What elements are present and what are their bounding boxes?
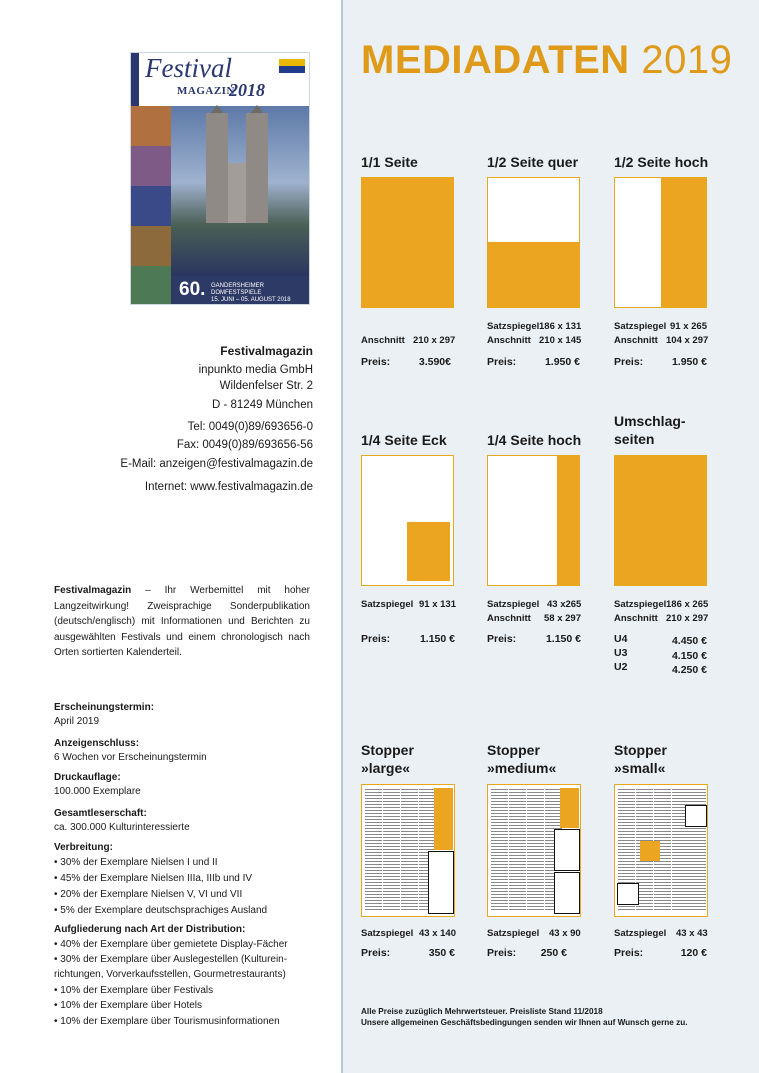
spec-key: Satzspiegel — [487, 928, 540, 939]
panel-divider — [341, 0, 343, 1073]
ad-area-fill — [557, 456, 579, 585]
cover-festival-line: DOMFESTSPIELE — [211, 290, 262, 297]
ad-half-hoch-price-label: Preis: — [614, 356, 644, 368]
spec-value: 210 x 297 — [413, 335, 456, 346]
ad-full-spec — [361, 334, 455, 348]
stopper-large-spec — [361, 927, 456, 941]
flag-icon — [279, 59, 305, 73]
ad-half-quer-preview — [487, 177, 580, 308]
label-line: »large« — [361, 760, 411, 777]
fact-heading: Gesamtleserschaft: — [54, 808, 147, 819]
ad-quarter-hoch-label: 1/4 Seite hoch — [487, 432, 582, 448]
fact-line: 100.000 Exemplare — [54, 786, 141, 797]
ad-full-price: 3.590€ — [418, 356, 451, 368]
spec-value: 58 x 297 — [544, 613, 581, 625]
cover-anniversary-number: 60. — [179, 279, 206, 300]
cover-spine — [131, 53, 139, 106]
publisher-name: inpunkto media GmbH — [198, 364, 313, 376]
other-ad-box — [554, 872, 580, 914]
fact-heading: Anzeigenschluss: — [54, 738, 140, 749]
stopper-area — [640, 841, 660, 861]
fact-line: • 10% der Exemplare über Hotels — [54, 1000, 203, 1011]
ad-quarter-eck-label: 1/4 Seite Eck — [361, 432, 447, 448]
ad-half-quer-price-label: Preis: — [487, 356, 517, 368]
spec-key: Anschnitt — [614, 613, 658, 625]
fact-heading: Druckauflage: — [54, 772, 121, 783]
label-line: Stopper — [361, 742, 414, 758]
text-column — [365, 789, 382, 912]
ad-area-fill — [362, 178, 453, 307]
stopper-small-preview — [614, 784, 708, 917]
spec-key: Satzspiegel — [361, 599, 414, 610]
stopper-large-label — [361, 741, 414, 777]
fax-number: Fax: 0049(0)89/693656-56 — [176, 439, 313, 451]
ad-half-hoch-price: 1.950 € — [671, 356, 707, 368]
ad-half-hoch-preview — [614, 177, 707, 308]
spec-key: Satzspiegel — [614, 599, 667, 610]
label-line: Umschlag- — [614, 413, 686, 429]
fact-heading: Erscheinungstermin: — [54, 702, 155, 713]
ad-quarter-eck-preview — [361, 455, 454, 586]
fact-line: April 2019 — [54, 716, 100, 727]
label-line: seiten — [614, 431, 655, 448]
ad-umschlag-label — [614, 412, 686, 448]
ad-area-fill — [661, 178, 706, 307]
spec-value: 43 x 43 — [676, 928, 708, 939]
stopper-large-price-label: Preis: — [361, 947, 391, 959]
ad-quarter-hoch-price: 1.150 € — [545, 633, 581, 645]
fact-heading: Verbreitung: — [54, 842, 113, 853]
footnote — [361, 1006, 688, 1028]
stopper-medium-price: 250 € — [540, 947, 567, 959]
fact-line: richtungen, Vorverkaufsstellen, Gourmetrestaurants) — [54, 969, 286, 980]
ad-area-fill — [615, 456, 706, 585]
text-column — [491, 789, 508, 912]
stopper-small-spec — [614, 927, 708, 941]
ad-quarter-hoch-spec — [487, 598, 581, 627]
text-column — [401, 789, 418, 912]
stopper-medium-label — [487, 741, 556, 777]
u4-label: U4 — [614, 633, 628, 645]
website-link[interactable]: Internet: www.festivalmagazin.de — [144, 481, 313, 493]
email-link[interactable]: E-Mail: anzeigen@festivalmagazin.de — [120, 458, 313, 470]
intro-text: – Ihr Werbemittel mit hoher Langzeitwirkung! Zweisprachige Sonderpublikation (deutsch/englisch) mit Informationen und Berichten zu ausgewählten Festivals und einem chronologisch nach Orten sortierten Kalenderteil. — [54, 585, 310, 658]
stopper-medium-preview — [487, 784, 581, 917]
spec-value: 43 x265 — [547, 599, 582, 610]
spec-key: Satzspiegel — [487, 321, 540, 332]
cover-festival-name — [211, 283, 291, 305]
spec-value: 91 x 265 — [670, 321, 707, 332]
stopper-area — [560, 788, 579, 828]
fact-line: • 20% der Exemplare Nielsen V, VI und VII — [54, 889, 243, 900]
title-year: 2019 — [641, 38, 733, 82]
cover-title: Festival — [145, 53, 232, 83]
fact-line: • 45% der Exemplare Nielsen IIIa, IIIb und IV — [54, 873, 253, 884]
ad-area-fill — [488, 242, 579, 307]
spec-key: Anschnitt — [487, 335, 531, 347]
ad-quarter-eck-price: 1.150 € — [419, 633, 455, 645]
spec-key: Satzspiegel — [614, 321, 667, 332]
fact-line: • 10% der Exemplare über Festivals — [54, 985, 214, 996]
fact-line: ca. 300.000 Kulturinteressierte — [54, 822, 190, 833]
stopper-small-price: 120 € — [680, 947, 707, 959]
u3-label: U3 — [614, 647, 628, 659]
spec-key: Anschnitt — [614, 335, 658, 347]
spec-value: 91 x 131 — [419, 599, 456, 610]
other-ad-box — [554, 829, 580, 871]
ad-umschlag-spec — [614, 598, 708, 627]
ad-full-label: 1/1 Seite — [361, 154, 418, 170]
other-ad-box — [685, 805, 707, 827]
spec-value: 210 x 145 — [539, 335, 582, 347]
ad-area-fill — [407, 522, 450, 581]
ad-half-hoch-spec — [614, 320, 708, 349]
page-title — [361, 40, 732, 80]
label-line: »small« — [614, 760, 666, 777]
spec-key: Satzspiegel — [487, 599, 540, 610]
church-nave — [228, 163, 246, 223]
label-line: Stopper — [487, 742, 540, 758]
spec-value: 210 x 297 — [666, 613, 709, 625]
stopper-large-preview — [361, 784, 455, 917]
other-ad-box — [428, 851, 454, 914]
church-tower — [246, 113, 268, 223]
spec-value: 186 x 131 — [539, 321, 582, 332]
intro-brand: Festivalmagazin — [54, 585, 132, 596]
street-address: Wildenfelser Str. 2 — [219, 380, 313, 392]
ad-umschlag-preview — [614, 455, 707, 586]
ad-quarter-hoch-price-label: Preis: — [487, 633, 517, 645]
ad-full-price-label: Preis: — [361, 356, 391, 368]
cover-festival-line: GANDERSHEIMER — [211, 283, 265, 289]
stopper-medium-price-label: Preis: — [487, 947, 517, 959]
u2-price: 4.250 € — [671, 664, 707, 676]
stopper-area — [434, 788, 453, 850]
spec-value: 43 x 140 — [419, 928, 456, 939]
ad-full-preview — [361, 177, 454, 308]
stopper-large-price: 350 € — [428, 947, 455, 959]
fact-line: • 5% der Exemplare deutschsprachiges Ausland — [54, 905, 268, 916]
stopper-small-price-label: Preis: — [614, 947, 644, 959]
spec-value: 43 x 90 — [549, 928, 581, 939]
label-line: Stopper — [614, 742, 667, 758]
fact-heading: Aufgliederung nach Art der Distribution: — [54, 924, 246, 935]
ad-half-quer-label: 1/2 Seite quer — [487, 154, 579, 170]
fact-line: 6 Wochen vor Erscheinungstermin — [54, 752, 207, 763]
spec-key: Anschnitt — [361, 335, 405, 346]
other-ad-box — [617, 883, 639, 905]
fact-line: • 10% der Exemplare über Tourismusinformationen — [54, 1016, 280, 1027]
fact-line: • 40% der Exemplare über gemietete Display-Fächer — [54, 939, 288, 950]
stopper-small-label — [614, 741, 667, 777]
ad-half-quer-spec — [487, 320, 581, 349]
u3-price: 4.150 € — [671, 650, 707, 662]
spec-key: Satzspiegel — [614, 928, 667, 939]
title-mediadaten: MEDIADATEN — [361, 38, 630, 82]
cover-festival-line: 15. JUNI – 05. AUGUST 2018 — [211, 297, 291, 304]
fact-line: • 30% der Exemplare Nielsen I und II — [54, 857, 218, 868]
text-column — [527, 789, 544, 912]
text-column — [383, 789, 400, 912]
cover-thumbnails — [131, 106, 171, 305]
footnote-line: Alle Preise zuzüglich Mehrwertsteuer. Preisliste Stand 11/2018 — [361, 1007, 603, 1016]
spec-value: 186 x 265 — [666, 599, 709, 610]
u4-price: 4.450 € — [671, 635, 707, 647]
ad-half-hoch-label: 1/2 Seite hoch — [614, 154, 709, 170]
spec-value: 104 x 297 — [666, 335, 709, 347]
stopper-medium-spec — [487, 927, 581, 941]
spec-key: Anschnitt — [487, 613, 531, 625]
label-line: »medium« — [487, 760, 557, 777]
cover-magazin-word: MAGAZIN — [177, 85, 235, 97]
cover-year: 2018 — [229, 80, 265, 100]
footnote-line: Unsere allgemeinen Geschäftsbedingungen senden wir Ihnen auf Wunsch gerne zu. — [361, 1018, 688, 1028]
company-name: Festivalmagazin — [220, 344, 313, 358]
spec-key: Satzspiegel — [361, 928, 414, 939]
fact-line: • 30% der Exemplare über Auslegestellen (Kulturein- — [54, 954, 288, 965]
church-tower — [206, 113, 228, 223]
magazine-cover-image — [130, 52, 310, 305]
ad-half-quer-price: 1.950 € — [544, 356, 580, 368]
ad-quarter-hoch-preview — [487, 455, 580, 586]
ad-quarter-eck-spec — [361, 598, 456, 612]
ad-quarter-eck-price-label: Preis: — [361, 633, 391, 645]
intro-paragraph — [54, 583, 310, 661]
city-address: D - 81249 München — [211, 399, 313, 411]
text-column — [509, 789, 526, 912]
u2-label: U2 — [614, 661, 628, 673]
phone-number: Tel: 0049(0)89/693656-0 — [187, 421, 313, 433]
